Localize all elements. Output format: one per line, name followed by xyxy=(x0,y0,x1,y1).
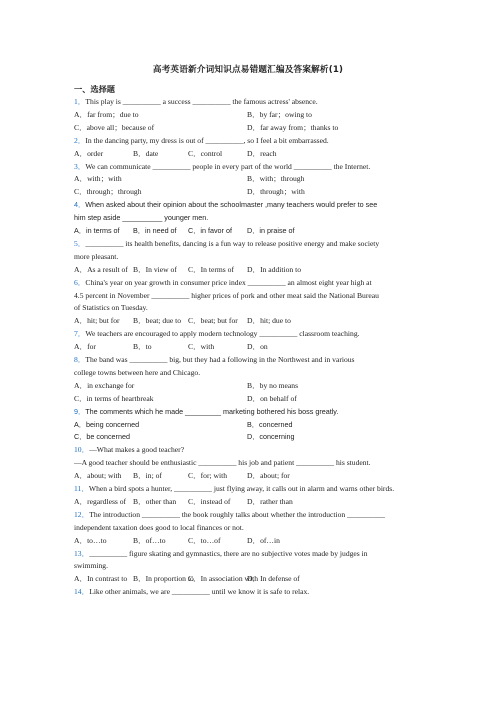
option-b: B．concerned xyxy=(247,419,293,429)
option-a: A．about; with xyxy=(74,471,122,481)
option-d: D．of…in xyxy=(247,535,280,545)
option-c: C．in terms of heartbreak xyxy=(74,393,154,403)
option-a: A．far from；due to xyxy=(74,109,139,119)
question-number: 9． xyxy=(74,406,86,416)
question-text: __________ its health benefits, dancing is a fun way to release positive energy and make society xyxy=(85,238,380,248)
question-number: 4． xyxy=(74,200,86,210)
question-stem xyxy=(74,136,329,146)
question-stem xyxy=(74,97,318,107)
option-d: D．on behalf of xyxy=(247,393,297,403)
option-c: C．for; with xyxy=(188,471,228,481)
question-stem xyxy=(74,587,309,597)
option-c: C．control xyxy=(188,148,223,158)
question-stem xyxy=(74,239,379,249)
question-number: 5． xyxy=(74,238,86,248)
question-stem xyxy=(74,510,385,520)
option-d: D．In addition to xyxy=(247,264,301,274)
question-text: The band was __________ big, but they had a following in the Northwest and in various xyxy=(85,355,355,364)
option-a: A．in terms of xyxy=(74,226,120,235)
option-a: A．with；with xyxy=(74,174,122,184)
option-d: D．about; for xyxy=(247,471,290,481)
option-a: A．for xyxy=(74,342,96,352)
option-a: A．regardless of xyxy=(74,496,127,506)
option-b: B．In proportion to xyxy=(133,574,194,584)
option-c: C．above all；because of xyxy=(74,122,155,132)
question-text: When a bird spots a hunter, __________ just flying away, it calls out in alarm and warns other birds. xyxy=(88,484,395,493)
option-a: A．being concerned xyxy=(74,419,140,429)
question-text: —What makes a good teacher? xyxy=(89,445,185,455)
option-c: C．In terms of xyxy=(188,264,234,274)
question-text: In the dancing party, my dress is out of __________, so I feel a bit embarrassed. xyxy=(85,135,329,145)
question-stem xyxy=(74,200,377,210)
question-text: China's year on year growth in consumer price index __________ an almost eight year high at xyxy=(85,277,372,287)
option-c: C．through；through xyxy=(74,187,142,197)
question-text: We teachers are encouraged to apply modern technology __________ classroom teaching. xyxy=(85,329,360,339)
question-text: The introduction __________ the book roughly talks about whether the introduction __________ xyxy=(89,509,386,519)
question-stem xyxy=(74,162,370,172)
option-a: A．hit; but for xyxy=(74,316,120,326)
option-b: B．beat; due to xyxy=(133,316,182,326)
question-stem xyxy=(74,355,355,365)
option-c: C．to…of xyxy=(188,535,221,545)
question-number: 3． xyxy=(74,161,86,171)
option-a: A．in exchange for xyxy=(74,380,135,390)
option-a: A．order xyxy=(74,148,104,158)
question-text-continued: more pleasant. xyxy=(74,251,119,261)
question-text: When asked about their opinion about the schoolmaster ,many teachers would prefer to see xyxy=(85,200,378,210)
question-number: 2． xyxy=(74,135,86,145)
question-number: 1． xyxy=(74,97,86,106)
option-d: D．in praise of xyxy=(247,226,295,235)
option-d: D．concerning xyxy=(247,432,295,442)
option-d: D．reach xyxy=(247,148,277,158)
option-c: C．beat; but for xyxy=(188,316,238,326)
option-b: B．in need of xyxy=(133,226,177,235)
question-text-continued: him step aside __________ younger men. xyxy=(74,213,209,223)
question-text-continued: college towns between here and Chicago. xyxy=(74,367,201,377)
question-stem xyxy=(74,278,372,288)
option-c: C．be concerned xyxy=(74,432,130,442)
option-b: B．to xyxy=(133,342,152,352)
question-number: 14． xyxy=(74,587,90,597)
question-number: 13． xyxy=(74,548,90,558)
question-text: This play is __________ a success __________ the famous actress' absence. xyxy=(85,97,318,106)
option-b: B．In view of xyxy=(133,264,177,274)
question-text-continued: swimming. xyxy=(74,561,108,571)
question-stem xyxy=(74,549,368,559)
question-text-continued: of Statistics on Tuesday. xyxy=(74,303,148,313)
question-stem xyxy=(74,484,394,494)
option-b: B．of…to xyxy=(133,535,166,545)
option-c: C．in favor of xyxy=(188,226,232,235)
page-title: 高考英语新介词知识点易错题汇编及答案解析(1) xyxy=(152,65,344,75)
option-b: B．by no means xyxy=(247,380,299,390)
option-d: D．rather than xyxy=(247,496,293,506)
option-d: D．hit; due to xyxy=(247,316,291,326)
option-a: A．In contrast to xyxy=(74,574,128,584)
question-number: 7． xyxy=(74,329,86,339)
option-b: B．other than xyxy=(133,496,177,506)
option-c: C．instead of xyxy=(188,496,231,506)
question-stem xyxy=(74,329,360,339)
section-heading: 一、选择题 xyxy=(74,84,115,94)
option-a: A．As a result of xyxy=(74,264,128,274)
option-c: C．In association with xyxy=(188,574,259,584)
question-number: 10． xyxy=(74,445,90,455)
question-text: __________ figure skating and gymnastics, there are no subjective votes made by judges in xyxy=(89,548,368,558)
question-text-continued: 4.5 percent in November __________ higher prices of pork and other meat said the National Bureau xyxy=(74,290,379,300)
question-number: 8． xyxy=(74,355,86,364)
option-d: D．far away from；thanks to xyxy=(247,122,339,132)
option-d: D．through；with xyxy=(247,187,305,197)
question-stem xyxy=(74,407,338,417)
question-stem xyxy=(74,445,184,455)
option-b: B．with；through xyxy=(247,174,305,184)
question-text-continued: independent taxation does good to local finances or not. xyxy=(74,522,244,532)
question-text: We can communicate __________ people in every part of the world __________ the Internet. xyxy=(85,161,371,171)
option-d: D．In defense of xyxy=(247,574,300,584)
question-number: 11． xyxy=(74,484,89,493)
question-text: The comments which he made _________ marketing bothered his boss greatly. xyxy=(85,406,339,416)
option-c: C．with xyxy=(188,342,215,352)
option-b: B．by far；owing to xyxy=(247,109,312,119)
question-text: Like other animals, we are __________ until we know it is safe to relax. xyxy=(89,587,310,597)
option-b: B．in; of xyxy=(133,471,162,481)
question-number: 12． xyxy=(74,509,90,519)
question-number: 6． xyxy=(74,277,86,287)
option-d: D．on xyxy=(247,342,268,352)
option-a: A．to…to xyxy=(74,535,107,545)
option-b: B．date xyxy=(133,148,159,158)
question-text-continued: —A good teacher should be enthusiastic __________ his job and patient __________ his student. xyxy=(74,458,371,468)
